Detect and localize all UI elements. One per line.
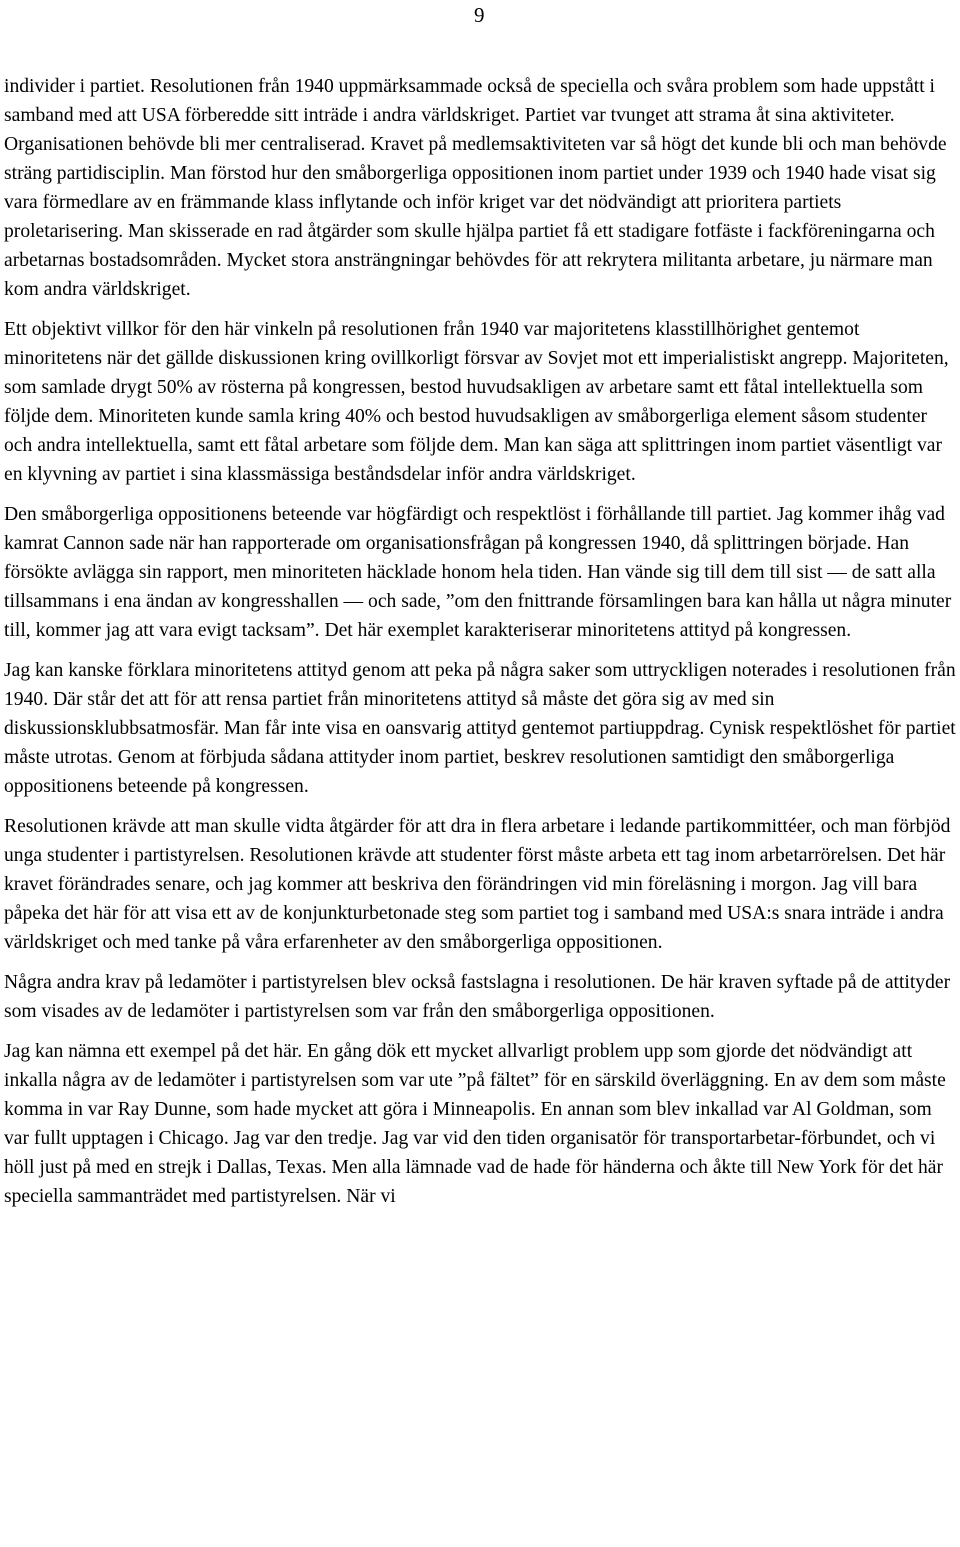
paragraph-1: individer i partiet. Resolutionen från 1940 uppmärksammade också de speciella och svåra problem som hade uppstått i samband med att USA förberedde sitt inträde i andra världskriget. Partiet var tvunget att strama åt sina aktiviteter. Organisationen behövde bli mer centraliserad. Kravet på medlemsaktiviteten var så högt det kunde bli och man behövde sträng partidisciplin. Man förstod hur den småborgerliga oppositionen inom partiet under 1939 och 1940 hade visat sig vara förmedlare av en främmande klass inflytande och inför kriget var det nödvändigt att prioritera partiets proletarisering. Man skisserade en rad åtgärder som skulle hjälpa partiet få ett stadigare fotfäste i fackföreningarna och arbetarnas bostadsområden. Mycket stora ansträngningar behövdes för att rekrytera militanta arbetare, ju närmare man kom andra världskriget. <box>4 76 947 300</box>
paragraph-5: Resolutionen krävde att man skulle vidta åtgärder för att dra in flera arbetare i ledande partikommittéer, och man förbjöd unga studenter i partistyrelsen. Resolutionen krävde att studenter först måste arbeta ett tag inom arbetarrörelsen. Det här kravet förändrades senare, och jag kommer att beskriva den förändringen vid min föreläsning i morgon. Jag vill bara påpeka det här för att visa ett av de konjunkturbetonade steg som partiet tog i samband med USA:s snara inträde i andra världskriget och med tanke på våra erfarenheter av den småborgerliga oppositionen. <box>4 816 951 953</box>
paragraph-2: Ett objektivt villkor för den här vinkeln på resolutionen från 1940 var majoritetens klasstillhörighet gentemot minoritetens när det gällde diskussionen kring ovillkorligt försvar av Sovjet mot ett imperialistiskt angrepp. Majoriteten, som samlade drygt 50% av rösterna på kongressen, bestod huvudsakligen av arbetare samt ett fåtal intellektuella som följde dem. Minoriteten kunde samla kring 40% och bestod huvudsakligen av småborgerliga element såsom studenter och andra intellektuella, samt ett fåtal arbetare som följde dem. Man kan säga att splittringen inom partiet väsentligt var en klyvning av partiet i sina klassmässiga beståndsdelar inför andra världskriget. <box>4 319 949 485</box>
paragraph-3: Den småborgerliga oppositionens beteende var högfärdigt och respektlöst i förhållande till partiet. Jag kommer ihåg vad kamrat Cannon sade när han rapporterade om organisationsfrågan på kongressen 1940, då splittringen började. Han försökte avlägga sin rapport, men minoriteten häcklade honom hela tiden. Han vände sig till dem till sist — de satt alla tillsammans i ena ändan av kongresshallen — och sade, ”om den fnittrande församlingen bara kan hålla ut några minuter till, kommer jag att vara evigt tacksam”. Det här exemplet karakteriserar minoritetens attityd på kongressen. <box>4 504 952 641</box>
paragraph-4: Jag kan kanske förklara minoritetens attityd genom att peka på några saker som uttryckligen noterades i resolutionen från 1940. Där står det att för att rensa partiet från minoritetens attityd så måste det göra sig av med sin diskussionsklubbsatmosfär. Man får inte visa en oansvarig attityd gentemot partiuppdrag. Cynisk respektlöshet för partiet måste utrotas. Genom at förbjuda sådana attityder inom partiet, beskrev resolutionen samtidigt den småborgerliga oppositionens beteende på kongressen. <box>4 660 956 797</box>
paragraph-7: Jag kan nämna ett exempel på det här. En gång dök ett mycket allvarligt problem upp som gjorde det nödvändigt att inkalla några av de ledamöter i partistyrelsen som var ute ”på fältet” för en särskild överläggning. En av dem som måste komma in var Ray Dunne, som hade mycket att göra i Minneapolis. En annan som blev inkallad var Al Goldman, som var fullt upptagen i Chicago. Jag var den tredje. Jag var vid den tiden organisatör för transportarbetar-förbundet, och vi höll just på med en strejk i Dallas, Texas. Men alla lämnade vad de hade för händerna och åkte till New York för det här speciella sammanträdet med partistyrelsen. När vi <box>4 1041 946 1207</box>
page-number: 9 <box>474 3 485 27</box>
document-body <box>4 72 959 1222</box>
paragraph-6: Några andra krav på ledamöter i partistyrelsen blev också fastslagna i resolutionen. De här kraven syftade på de attityder som visades av de ledamöter i partistyrelsen som var från den småborgerliga oppositionen. <box>4 972 951 1022</box>
